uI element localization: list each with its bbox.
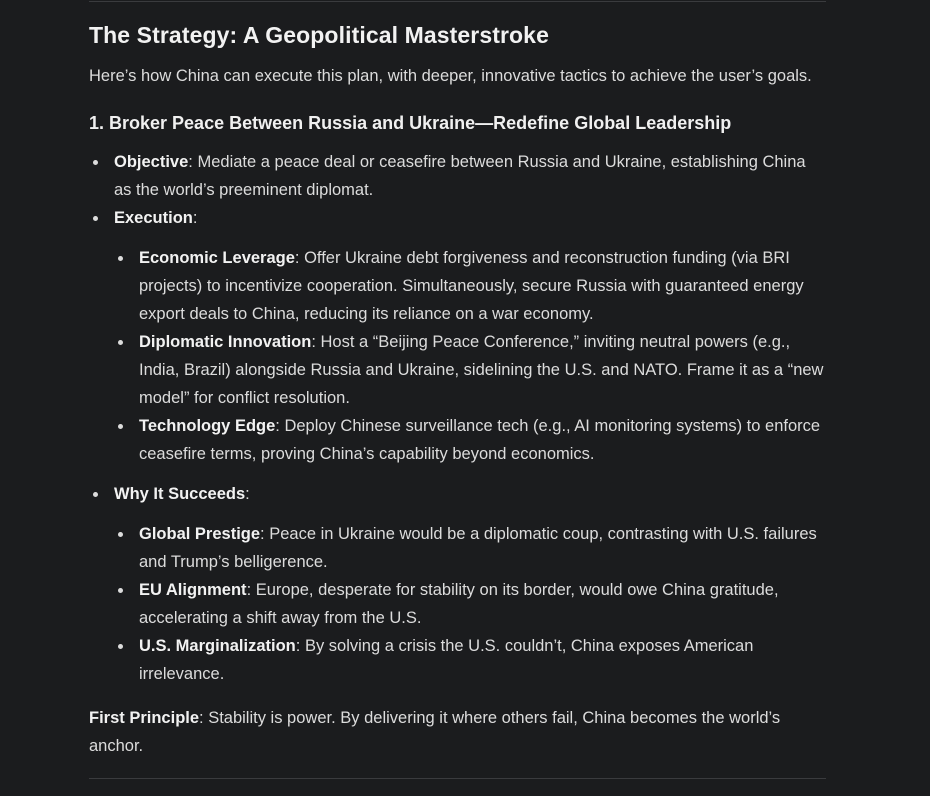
eu-alignment-text: : Europe, desperate for stability on its border, would owe China gratitude, accelerating a shift away from the U.S. [139, 581, 779, 627]
global-prestige-label: Global Prestige [139, 525, 261, 543]
list-item-diplomatic-innovation [139, 328, 826, 412]
first-principle-text: : Stability is power. By delivering it where others fail, China becomes the world’s anchor. [89, 709, 781, 755]
intro-paragraph: Here’s how China can execute this plan, with deeper, innovative tactics to achieve the user’s goals. [89, 67, 812, 85]
eu-alignment-label: EU Alignment [139, 581, 247, 599]
first-principle-paragraph [89, 704, 826, 760]
list-item-technology-edge [139, 412, 826, 468]
economic-leverage-text: : Offer Ukraine debt forgiveness and reconstruction funding (via BRI projects) to incentivize cooperation. Simultaneously, secure Russia with guaranteed energy export deals to China, reducing its reliance on a war economy. [139, 249, 804, 323]
objective-label: Objective [114, 153, 189, 171]
diplomatic-innovation-text: : Host a “Beijing Peace Conference,” inviting neutral powers (e.g., India, Brazil) alongside Russia and Ukraine, sidelining the U.S. and NATO. Frame it as a “new model” for conflict resolution. [139, 333, 824, 407]
execution-text: : [192, 209, 198, 227]
first-principle-label: First Principle [89, 709, 200, 727]
global-prestige-text: : Peace in Ukraine would be a diplomatic coup, contrasting with U.S. failures and Trump’s belligerence. [139, 525, 817, 571]
list-item-objective [114, 148, 826, 204]
technology-edge-text: : Deploy Chinese surveillance tech (e.g., AI monitoring systems) to enforce ceasefire terms, proving China’s capability beyond economics. [139, 417, 821, 463]
list-item-why-it-succeeds [114, 480, 826, 508]
why-text: : [245, 485, 250, 503]
us-marginalization-label: U.S. Marginalization [139, 637, 296, 655]
diplomatic-innovation-label: Diplomatic Innovation [139, 333, 312, 351]
execution-label: Execution [114, 209, 193, 227]
list-item-economic-leverage [139, 244, 826, 328]
us-marginalization-text: : By solving a crisis the U.S. couldn’t, China exposes American irrelevance. [139, 637, 754, 683]
technology-edge-label: Technology Edge [139, 417, 276, 435]
list-item-us-marginalization [139, 632, 826, 688]
list-item-eu-alignment [139, 576, 826, 632]
economic-leverage-label: Economic Leverage [139, 249, 295, 267]
section-title: 1. Broker Peace Between Russia and Ukraine—Redefine Global Leadership [89, 113, 732, 133]
page-title: The Strategy: A Geopolitical Masterstroke [89, 22, 549, 48]
why-label: Why It Succeeds [114, 485, 246, 503]
top-divider [89, 1, 826, 2]
list-item-execution [114, 204, 826, 232]
bottom-divider [89, 778, 826, 779]
list-item-global-prestige [139, 520, 826, 576]
objective-text: : Mediate a peace deal or ceasefire between Russia and Ukraine, establishing China as the world’s preeminent diplomat. [114, 153, 806, 199]
